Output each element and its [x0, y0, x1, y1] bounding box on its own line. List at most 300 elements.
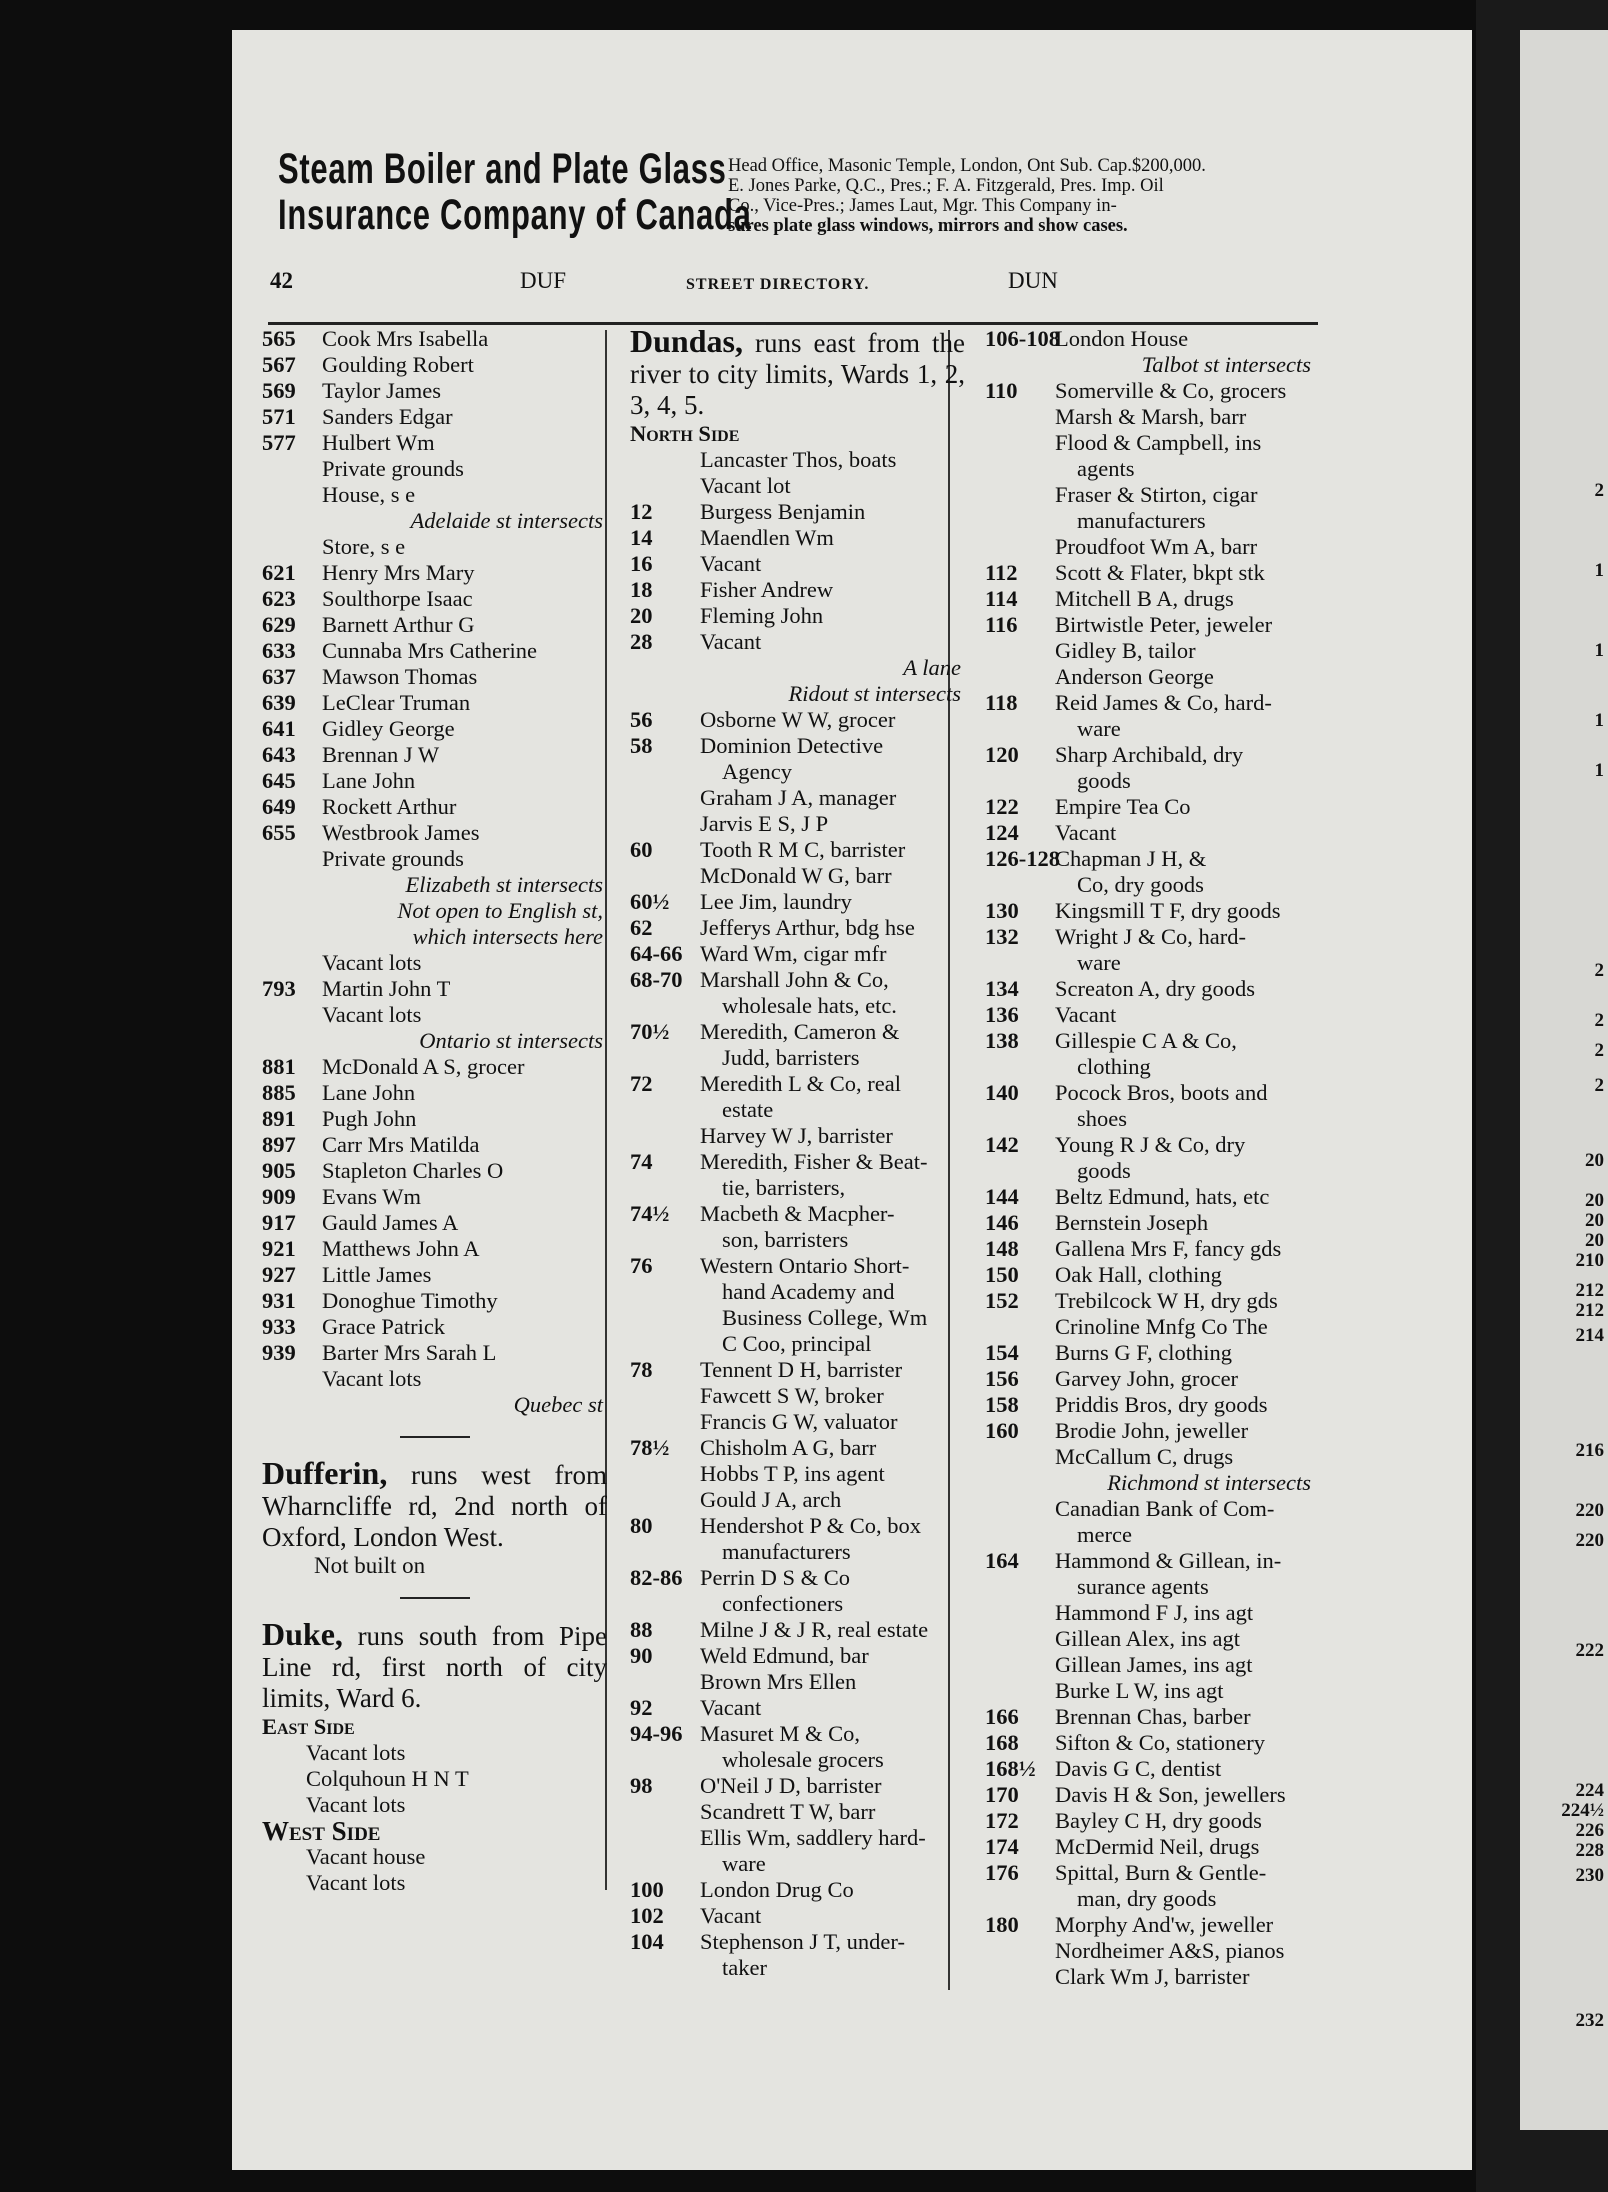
house-number	[985, 872, 1055, 898]
occupant: manufacturers	[1077, 508, 1206, 533]
directory-entry	[985, 1678, 1315, 1704]
occupant: Judd, barristers	[722, 1045, 860, 1070]
house-number	[630, 1799, 700, 1825]
house-number: 106-108	[985, 326, 1060, 351]
house-number	[630, 1409, 700, 1435]
house-number: 100	[630, 1877, 664, 1902]
directory-entry	[630, 1409, 965, 1435]
directory-entry	[630, 1331, 965, 1357]
street-description: runs east from the river to city limits, Wards 1, 2, 3, 4, 5.	[630, 328, 965, 420]
adjacent-page-number: 216	[1575, 1440, 1604, 1461]
house-number: 164	[985, 1548, 1019, 1573]
directory-entry	[630, 889, 965, 915]
house-number	[630, 1825, 700, 1851]
occupant: Sharp Archibald, dry	[1055, 742, 1244, 767]
street-name: Dundas,	[630, 323, 743, 359]
house-number: 112	[985, 560, 1018, 585]
house-number: 921	[262, 1236, 296, 1261]
house-number: 565	[262, 326, 296, 351]
house-number	[985, 768, 1055, 794]
house-number: 136	[985, 1002, 1019, 1027]
occupant: Wright J & Co, hard-	[1055, 924, 1246, 949]
occupant: Westbrook James	[322, 820, 480, 845]
directory-entry	[262, 716, 607, 742]
cross-street-note: Talbot st intersects	[1141, 352, 1311, 377]
occupant: Screaton A, dry goods	[1055, 976, 1255, 1001]
directory-entry	[262, 794, 607, 820]
cross-street-note: Not open to English st,	[397, 898, 603, 923]
directory-entry	[985, 1392, 1315, 1418]
occupant: London Drug Co	[700, 1877, 854, 1902]
directory-entry	[630, 707, 965, 733]
occupant: son, barristers	[722, 1227, 849, 1252]
adjacent-page-number: 212	[1575, 1280, 1604, 1301]
adjacent-page-number: 226	[1575, 1820, 1604, 1841]
directory-entry	[985, 1236, 1315, 1262]
house-number: 142	[985, 1132, 1019, 1157]
street-dundas	[630, 323, 965, 421]
house-number	[985, 1522, 1055, 1548]
occupant: Business College, Wm	[722, 1305, 928, 1330]
directory-entry	[630, 1227, 965, 1253]
house-number: 60	[630, 837, 653, 862]
ad-text-line1: Head Office, Masonic Temple, London, Ont Sub. Cap.$200,000.	[728, 156, 1206, 176]
directory-entry	[630, 759, 965, 785]
column-2	[630, 323, 965, 1981]
directory-entry	[985, 898, 1315, 924]
occupant: Canadian Bank of Com-	[1055, 1496, 1275, 1521]
directory-entry	[985, 794, 1315, 820]
cross-street-note: Quebec st	[513, 1392, 603, 1417]
directory-entry	[985, 1340, 1315, 1366]
occupant: Davis G C, dentist	[1055, 1756, 1222, 1781]
occupant: Chisholm A G, barr	[700, 1435, 877, 1460]
directory-entry	[262, 1184, 607, 1210]
occupant: Reid James & Co, hard-	[1055, 690, 1272, 715]
directory-entry	[262, 1392, 607, 1418]
occupant: Jefferys Arthur, bdg hse	[700, 915, 915, 940]
occupant: Little James	[322, 1262, 432, 1287]
house-number: 168½	[985, 1756, 1036, 1781]
directory-entry	[985, 742, 1315, 768]
house-number: 82-86	[630, 1565, 683, 1590]
occupant: Dominion Detective	[700, 733, 884, 758]
adjacent-page-number: 2	[1594, 1010, 1604, 1031]
directory-entry	[985, 950, 1315, 976]
directory-entry	[985, 1366, 1315, 1392]
directory-entry	[262, 768, 607, 794]
occupant: Vacant	[700, 1695, 762, 1720]
adjacent-page-number: 1	[1594, 710, 1604, 731]
occupant: Meredith, Fisher & Beat-	[700, 1149, 928, 1174]
column-1	[262, 326, 607, 1896]
occupant: Macbeth & Macpher-	[700, 1201, 895, 1226]
directory-entry	[630, 1539, 965, 1565]
occupant: Scandrett T W, barr	[700, 1799, 876, 1824]
duke-east-list	[262, 1740, 607, 1818]
side-heading: East Side	[262, 1714, 355, 1739]
directory-entry	[630, 1123, 965, 1149]
house-number	[985, 638, 1055, 664]
occupant: Vacant	[700, 551, 762, 576]
house-number: 74	[630, 1149, 653, 1174]
directory-entry	[630, 603, 965, 629]
directory-entry	[985, 482, 1315, 508]
occupant: Ellis Wm, saddlery hard-	[700, 1825, 926, 1850]
house-number: 68-70	[630, 967, 683, 992]
house-number: 885	[262, 1080, 296, 1105]
directory-entry	[262, 612, 607, 638]
adjacent-page-number: 214	[1575, 1325, 1604, 1346]
occupant: Priddis Bros, dry goods	[1055, 1392, 1268, 1417]
directory-entry: Vacant lots	[306, 1870, 406, 1895]
house-number: 655	[262, 820, 296, 845]
directory-entry	[262, 820, 607, 846]
house-number: 170	[985, 1782, 1019, 1807]
occupant: Barnett Arthur G	[322, 612, 475, 637]
house-number: 16	[630, 551, 653, 576]
directory-entry	[262, 742, 607, 768]
directory-entry	[985, 1574, 1315, 1600]
house-number	[630, 1747, 700, 1773]
house-number: 12	[630, 499, 653, 524]
directory-entry: Vacant house	[306, 1844, 426, 1869]
occupant: Fisher Andrew	[700, 577, 834, 602]
adjacent-page-number: 1	[1594, 560, 1604, 581]
directory-entry	[630, 1617, 965, 1643]
ad-title-line1: Steam Boiler and Plate Glass	[278, 145, 727, 193]
house-number	[985, 482, 1055, 508]
house-number: 917	[262, 1210, 296, 1235]
occupant: shoes	[1077, 1106, 1127, 1131]
occupant: McDonald A S, grocer	[322, 1054, 525, 1079]
house-number: 158	[985, 1392, 1019, 1417]
house-number: 148	[985, 1236, 1019, 1261]
directory-entry	[985, 378, 1315, 404]
street-description: runs west from Wharncliffe rd, 2nd north of Oxford, London West.	[262, 1460, 607, 1552]
occupant: Matthews John A	[322, 1236, 480, 1261]
house-number: 110	[985, 378, 1018, 403]
directory-entry	[985, 846, 1315, 872]
house-number	[985, 404, 1055, 430]
occupant: Private grounds	[322, 456, 464, 481]
directory-entry	[985, 1418, 1315, 1444]
directory-entry	[262, 378, 607, 404]
directory-entry	[262, 664, 607, 690]
left-key: DUF	[520, 268, 567, 293]
directory-entry	[262, 404, 607, 430]
occupant: Martin John T	[322, 976, 451, 1001]
directory-entry	[630, 1747, 965, 1773]
occupant: Kingsmill T F, dry goods	[1055, 898, 1281, 923]
occupant: Davis H & Son, jewellers	[1055, 1782, 1286, 1807]
occupant: Carr Mrs Matilda	[322, 1132, 480, 1157]
occupant: O'Neil J D, barrister	[700, 1773, 882, 1798]
house-number: 931	[262, 1288, 296, 1313]
directory-entry	[262, 1002, 607, 1028]
house-number: 623	[262, 586, 296, 611]
occupant: Marshall John & Co,	[700, 967, 889, 992]
occupant: tie, barristers,	[722, 1175, 846, 1200]
occupant: Weld Edmund, bar	[700, 1643, 869, 1668]
house-number	[262, 1366, 322, 1392]
house-number: 793	[262, 976, 296, 1001]
directory-entry	[262, 1236, 607, 1262]
directory-entry	[630, 629, 965, 655]
occupant: Sanders Edgar	[322, 404, 453, 429]
house-number	[985, 1158, 1055, 1184]
house-number: 150	[985, 1262, 1019, 1287]
ad-text-line4: sures plate glass windows, mirrors and show cases.	[728, 216, 1128, 236]
house-number: 56	[630, 707, 653, 732]
house-number	[630, 1305, 700, 1331]
directory-entry	[985, 690, 1315, 716]
directory-entry	[630, 1383, 965, 1409]
house-number	[985, 1314, 1055, 1340]
occupant: Brennan Chas, barber	[1055, 1704, 1251, 1729]
directory-entry	[630, 863, 965, 889]
directory-entry	[262, 1158, 607, 1184]
directory-entry	[630, 1019, 965, 1045]
directory-entry	[985, 768, 1315, 794]
directory-entry	[630, 1929, 965, 1955]
adjacent-page-number: 230	[1575, 1865, 1604, 1886]
duke-west-list	[262, 1844, 607, 1896]
occupant: Harvey W J, barrister	[700, 1123, 893, 1148]
directory-entry	[630, 1799, 965, 1825]
occupant: Somerville & Co, grocers	[1055, 378, 1287, 403]
occupant: Jarvis E S, J P	[700, 811, 829, 836]
directory-entry	[985, 586, 1315, 612]
cross-street-note: Ridout st intersects	[788, 681, 961, 706]
directory-entry	[630, 1825, 965, 1851]
cross-street-note: Ontario st intersects	[419, 1028, 603, 1053]
directory-entry	[630, 1175, 965, 1201]
directory-entry	[985, 560, 1315, 586]
occupant: wholesale hats, etc.	[722, 993, 897, 1018]
directory-entry	[630, 993, 965, 1019]
occupant: Francis G W, valuator	[700, 1409, 898, 1434]
house-number: 94-96	[630, 1721, 683, 1746]
directory-entry	[630, 1591, 965, 1617]
directory-entry	[262, 638, 607, 664]
house-number: 927	[262, 1262, 296, 1287]
directory-entry	[262, 1210, 607, 1236]
occupant: Beltz Edmund, hats, etc	[1055, 1184, 1270, 1209]
ad-title-line2: Insurance Company of Canada	[278, 191, 752, 239]
directory-entry	[985, 352, 1315, 378]
occupant: Meredith L & Co, real	[700, 1071, 901, 1096]
directory-entry	[985, 1288, 1315, 1314]
directory-entry	[985, 1002, 1315, 1028]
house-number	[630, 473, 700, 499]
house-number: 126-128	[985, 846, 1060, 871]
occupant: Hulbert Wm	[322, 430, 435, 455]
occupant: Mitchell B A, drugs	[1055, 586, 1234, 611]
house-number: 104	[630, 1929, 664, 1954]
directory-entry	[630, 941, 965, 967]
directory-entry	[630, 1513, 965, 1539]
directory-entry	[262, 560, 607, 586]
house-number: 569	[262, 378, 296, 403]
directory-entry	[630, 1097, 965, 1123]
occupant: wholesale grocers	[722, 1747, 884, 1772]
occupant: Grace Patrick	[322, 1314, 446, 1339]
directory-entry	[985, 1470, 1315, 1496]
ad-text	[728, 156, 1318, 236]
column-3-entries	[985, 326, 1315, 1990]
house-number: 88	[630, 1617, 653, 1642]
house-number: 649	[262, 794, 296, 819]
house-number: 116	[985, 612, 1018, 637]
occupant: Pocock Bros, boots and	[1055, 1080, 1268, 1105]
house-number: 72	[630, 1071, 653, 1096]
house-number	[985, 716, 1055, 742]
house-number: 134	[985, 976, 1019, 1001]
occupant: Hammond & Gillean, in-	[1055, 1548, 1282, 1573]
occupant: Bayley C H, dry goods	[1055, 1808, 1262, 1833]
house-number	[985, 1496, 1055, 1522]
house-number: 881	[262, 1054, 296, 1079]
house-number: 62	[630, 915, 653, 940]
adjacent-page-number: 228	[1575, 1840, 1604, 1861]
house-number	[630, 1591, 700, 1617]
occupant: Sifton & Co, stationery	[1055, 1730, 1265, 1755]
occupant: Vacant	[700, 1903, 762, 1928]
directory-entry	[985, 1626, 1315, 1652]
house-number: 146	[985, 1210, 1019, 1235]
occupant: Gidley B, tailor	[1055, 638, 1196, 663]
occupant: Fawcett S W, broker	[700, 1383, 884, 1408]
occupant: Trebilcock W H, dry gds	[1055, 1288, 1278, 1313]
house-number: 168	[985, 1730, 1019, 1755]
directory-entry	[630, 525, 965, 551]
occupant: clothing	[1077, 1054, 1151, 1079]
occupant: McDonald W G, barr	[700, 863, 892, 888]
directory-entry	[630, 1357, 965, 1383]
occupant: agents	[1077, 456, 1135, 481]
occupant: Gillean Alex, ins agt	[1055, 1626, 1240, 1651]
street-description: runs south from Pipe Line rd, first north of city limits, Ward 6.	[262, 1621, 608, 1713]
occupant: Mawson Thomas	[322, 664, 478, 689]
house-number	[630, 1461, 700, 1487]
occupant: Scott & Flater, bkpt stk	[1055, 560, 1265, 585]
directory-entry	[985, 1808, 1315, 1834]
occupant: Cook Mrs Isabella	[322, 326, 489, 351]
house-number: 76	[630, 1253, 653, 1278]
directory-entry	[262, 898, 607, 924]
occupant: Fraser & Stirton, cigar	[1055, 482, 1258, 507]
occupant: Vacant lots	[322, 1366, 422, 1391]
house-number: 118	[985, 690, 1018, 715]
house-number	[262, 1002, 322, 1028]
directory-entry: Vacant lots	[306, 1792, 406, 1817]
house-number: 102	[630, 1903, 664, 1928]
directory-entry	[262, 430, 607, 456]
adjacent-page-number: 20	[1585, 1210, 1604, 1231]
directory-entry	[630, 1773, 965, 1799]
house-number: 166	[985, 1704, 1019, 1729]
directory-entry	[985, 638, 1315, 664]
house-number	[985, 1886, 1055, 1912]
directory-entry	[985, 1704, 1315, 1730]
house-number	[985, 1652, 1055, 1678]
directory-entry	[985, 1080, 1315, 1106]
occupant: goods	[1077, 1158, 1131, 1183]
directory-entry	[630, 499, 965, 525]
occupant: Maendlen Wm	[700, 525, 834, 550]
occupant: merce	[1077, 1522, 1132, 1547]
side-heading: West Side	[262, 1816, 381, 1846]
column-1-entries	[262, 326, 607, 1418]
directory-entry	[985, 1158, 1315, 1184]
house-number	[630, 447, 700, 473]
adjacent-page-number: 1	[1594, 760, 1604, 781]
house-number	[262, 534, 322, 560]
occupant: Meredith, Cameron &	[700, 1019, 900, 1044]
occupant: Hammond F J, ins agt	[1055, 1600, 1254, 1625]
ad-title	[278, 146, 752, 238]
directory-entry	[985, 456, 1315, 482]
house-number: 18	[630, 577, 653, 602]
directory-entry	[262, 976, 607, 1002]
house-number: 897	[262, 1132, 296, 1157]
house-number: 144	[985, 1184, 1019, 1209]
directory-entry	[262, 1340, 607, 1366]
house-number: 132	[985, 924, 1019, 949]
house-number: 637	[262, 664, 296, 689]
directory-entry	[630, 1955, 965, 1981]
directory-entry	[985, 976, 1315, 1002]
directory-entry	[262, 326, 607, 352]
occupant: Lancaster Thos, boats	[700, 447, 897, 472]
directory-entry	[985, 716, 1315, 742]
directory-entry	[630, 785, 965, 811]
house-number	[630, 1955, 700, 1981]
house-number	[985, 1678, 1055, 1704]
occupant: Agency	[722, 759, 792, 784]
house-number	[630, 863, 700, 889]
occupant: Masuret M & Co,	[700, 1721, 860, 1746]
occupant: Clark Wm J, barrister	[1055, 1964, 1250, 1989]
occupant: House, s e	[322, 482, 416, 507]
house-number	[985, 1106, 1055, 1132]
occupant: Osborne W W, grocer	[700, 707, 896, 732]
directory-entry	[985, 820, 1315, 846]
occupant: hand Academy and	[722, 1279, 895, 1304]
occupant: Gould J A, arch	[700, 1487, 842, 1512]
occupant: taker	[722, 1955, 767, 1980]
occupant: Evans Wm	[322, 1184, 421, 1209]
house-number	[630, 1331, 700, 1357]
occupant: Young R J & Co, dry	[1055, 1132, 1246, 1157]
directory-entry	[985, 1938, 1315, 1964]
house-number	[262, 846, 322, 872]
directory-entry	[985, 326, 1315, 352]
house-number: 120	[985, 742, 1019, 767]
directory-entry	[630, 967, 965, 993]
house-number: 933	[262, 1314, 296, 1339]
house-number: 58	[630, 733, 653, 758]
directory-entry	[985, 1652, 1315, 1678]
directory-entry	[630, 577, 965, 603]
house-number	[630, 759, 700, 785]
occupant: manufacturers	[722, 1539, 851, 1564]
house-number	[985, 1626, 1055, 1652]
house-number: 138	[985, 1028, 1019, 1053]
occupant: Empire Tea Co	[1055, 794, 1191, 819]
directory-entry	[262, 508, 607, 534]
